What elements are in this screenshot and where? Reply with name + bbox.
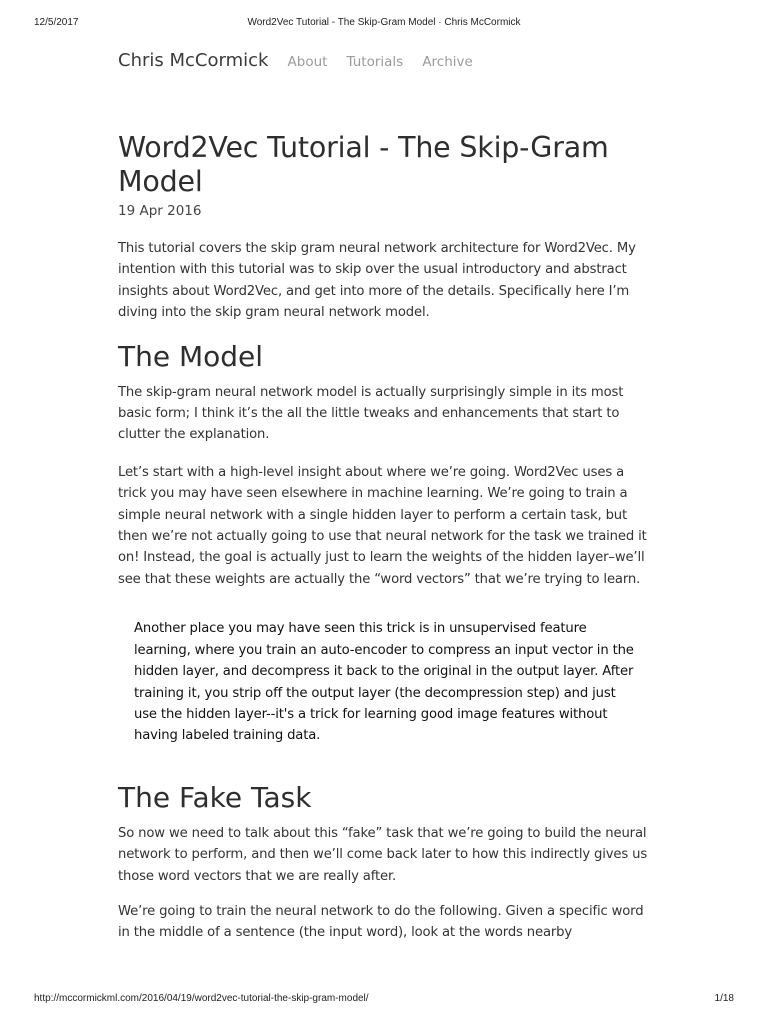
nav-link-archive[interactable]: Archive [422,54,473,70]
post-title: Word2Vec Tutorial - The Skip-Gram Model [118,131,609,198]
post-date: 19 Apr 2016 [118,203,202,219]
print-header [34,17,734,31]
print-footer [34,993,734,1007]
model-paragraph-1: The skip-gram neural network model is actually surprisingly simple in its most basic form; I think it’s the all the little tweaks and enhancements that start to clutter the explanation. [118,384,624,443]
site-nav [118,50,487,76]
fake-task-paragraph-2: We’re going to train the neural network to do the following. Given a specific word in the middle of a sentence (the input word), look at the words nearby [118,903,644,941]
autoencoder-blockquote [134,618,634,746]
post-article [118,131,653,944]
site-brand-link[interactable]: Chris McCormick [118,50,269,71]
fake-task-paragraph-1: So now we need to talk about this “fake” task that we’re going to build the neural network to perform, and then we’ll come back later to how this indirectly gives us those word vectors that we are really after. [118,825,648,884]
nav-link-tutorials[interactable]: Tutorials [346,54,404,70]
print-date: 12/5/2017 [34,17,79,28]
section-heading-model: The Model [118,339,264,373]
model-paragraph-2: Let’s start with a high-level insight about where we’re going. Word2Vec uses a trick you may have seen elsewhere in machine learning. We’re going to train a simple neural network with a single hidden layer to perform a certain task, but then we’re not actually going to use that neural network for the task we trained it on! Instead, the goal is actually just to learn the weights of the hidden layer–we’ll see that these weights are actually the “word vectors” that we’re trying to learn. [118,464,647,587]
print-url: http://mccormickml.com/2016/04/19/word2vec-tutorial-the-skip-gram-model/ [34,993,369,1004]
print-doc-title: Word2Vec Tutorial - The Skip-Gram Model · Chris McCormick [247,17,521,28]
section-heading-fake-task: The Fake Task [118,780,312,814]
intro-paragraph: This tutorial covers the skip gram neural network architecture for Word2Vec. My intention with this tutorial was to skip over the usual introductory and abstract insights about Word2Vec, and get into more of the details. Specifically here I’m diving into the skip gram neural network model. [118,241,636,321]
blockquote-text: Another place you may have seen this trick is in unsupervised feature learning, where you train an auto-encoder to compress an input vector in the hidden layer, and decompress it back to the original in the output layer. After training it, you strip off the output layer (the decompression step) and just use the hidden layer--it's a trick for learning good image features without having labeled training data. [134,621,634,744]
nav-link-about[interactable]: About [287,54,328,70]
print-page-number: 1/18 [714,993,734,1004]
